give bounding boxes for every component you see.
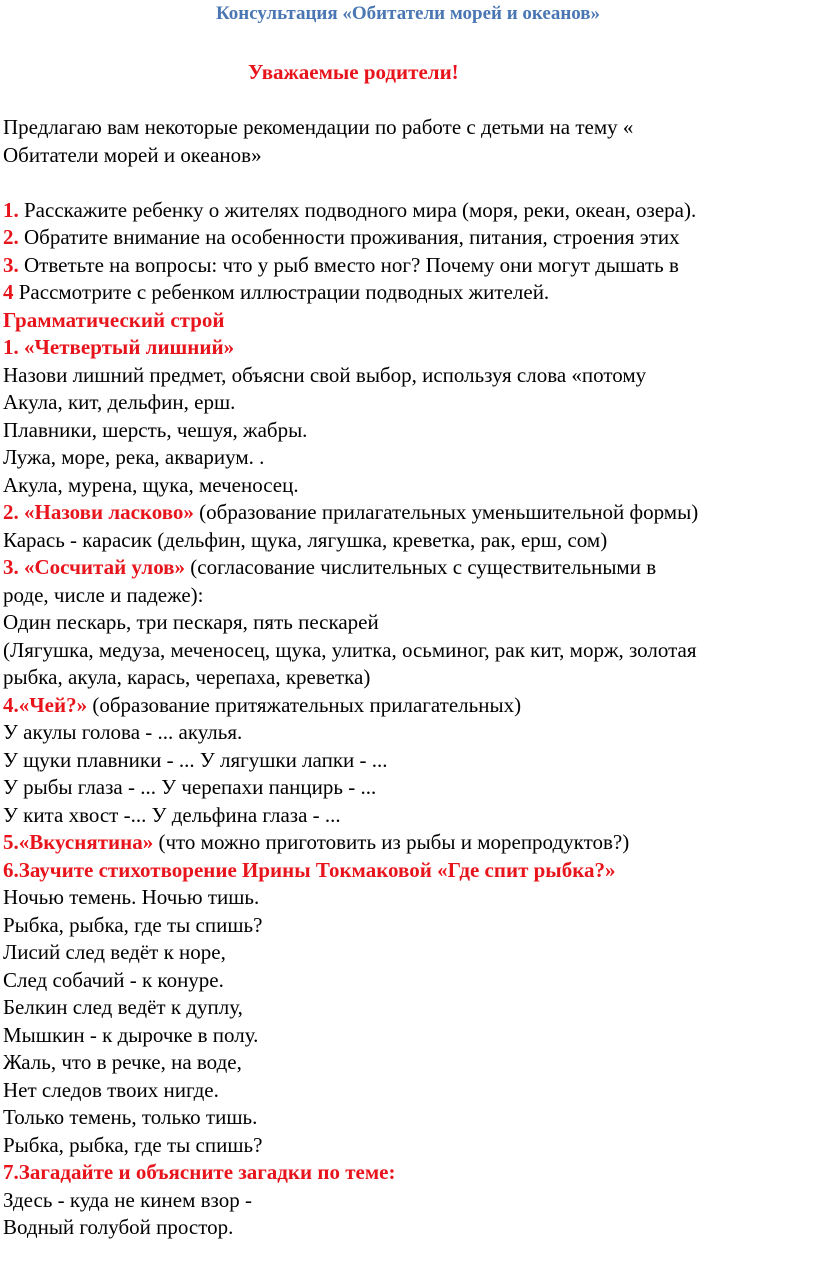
poem-line: Белкин след ведёт к дуплу, [3, 995, 243, 1019]
recommendation-number: 3. [3, 252, 19, 277]
exercise-heading: 3. «Сосчитай улов» [3, 555, 186, 579]
poem-line: Мышкин - к дырочке в полу. [3, 1022, 259, 1047]
exercise-note: (что можно приготовить из рыбы и морепродуктов?) [153, 830, 630, 854]
exercise-line: роде, числе и падеже): [3, 582, 204, 607]
exercise-line: Лужа, море, река, аквариум. . [3, 445, 265, 469]
poem-line: Нет следов твоих нигде. [3, 1077, 219, 1102]
exercise-heading: 1. «Четвертый лишний» [3, 335, 235, 359]
document-body [3, 114, 815, 1242]
exercise-heading-line [3, 554, 815, 582]
grammar-heading: Грамматический строй [3, 307, 225, 332]
exercise-line: У кита хвост -... У дельфина глаза - ... [3, 802, 341, 827]
recommendation-text: Рассмотрите с ребенком иллюстрации подводных жителей. [13, 280, 550, 304]
exercise-line: Акула, кит, дельфин, ерш. [3, 390, 236, 414]
exercise-line: У рыбы глаза - ... У черепахи панцирь - ... [3, 775, 377, 799]
exercise-heading-line [3, 692, 815, 720]
poem-line: Жаль, что в речке, на воде, [3, 1050, 242, 1074]
recommendation-item [3, 252, 815, 280]
intro-line: Предлагаю вам некоторые рекомендации по работе с детьми на тему « [3, 115, 634, 139]
greeting: Уважаемые родители! [248, 60, 459, 84]
exercise-line: (Лягушка, медуза, меченосец, щука, улитка, осьминог, рак кит, морж, золотая [3, 637, 697, 662]
exercise-line: Назови лишний предмет, объясни свой выбор, используя слова «потому [3, 362, 647, 387]
exercise-heading: 5.«Вкуснятина» [3, 830, 154, 854]
exercise-heading: 7.Загадайте и объясните загадки по теме: [3, 1160, 396, 1184]
exercise-heading-line [3, 829, 815, 857]
exercise-heading-line [3, 499, 815, 527]
recommendation-text: Обратите внимание на особенности проживания, питания, строения этих [18, 225, 680, 249]
poem-line: След собачий - к конуре. [3, 967, 224, 992]
recommendation-number: 2. [3, 225, 19, 249]
recommendation-number: 4 [3, 280, 14, 304]
exercise-line: рыбка, акула, карась, черепаха, креветка) [3, 665, 371, 689]
poem-line: Лисий след ведёт к норе, [3, 940, 226, 964]
riddle-line: Здесь - куда не кинем взор - [3, 1187, 252, 1212]
recommendation-item [3, 197, 815, 225]
riddle-line: Водный голубой простор. [3, 1215, 234, 1239]
recommendation-text: Ответьте на вопросы: что у рыб вместо ног? Почему они могут дышать в [18, 252, 679, 277]
document-title: Консультация «Обитатели морей и океанов» [215, 3, 601, 24]
poem-line: Только темень, только тишь. [3, 1105, 258, 1129]
exercise-line: Акула, мурена, щука, меченосец. [3, 472, 299, 497]
exercise-note: (образование прилагательных уменьшительной формы) [193, 500, 699, 524]
exercise-heading: 6.Заучите стихотворение Ирины Токмаковой «Где спит рыбка?» [3, 857, 616, 882]
recommendation-text: Расскажите ребенку о жителях подводного мира (моря, реки, океан, озера). [18, 197, 697, 222]
poem-line: Рыбка, рыбка, где ты спишь? [3, 912, 263, 937]
exercise-heading: 2. «Назови ласково» [3, 500, 194, 524]
exercise-line: У щуки плавники - ... У лягушки лапки - ... [3, 747, 388, 772]
exercise-line: Карась - карасик (дельфин, щука, лягушка, креветка, рак, ерш, сом) [3, 527, 608, 552]
exercise-line: У акулы голова - ... акулья. [3, 720, 243, 744]
blank-line [3, 169, 815, 197]
intro-line: Обитатели морей и океанов» [3, 142, 262, 167]
exercise-line: Один пескарь, три пескаря, пять пескарей [3, 610, 379, 634]
exercise-line: Плавники, шерсть, чешуя, жабры. [3, 417, 308, 442]
exercise-note: (образование притяжательных прилагательных) [87, 692, 522, 717]
exercise-heading: 4.«Чей?» [3, 692, 88, 717]
recommendation-item [3, 279, 815, 307]
recommendation-item [3, 224, 815, 252]
poem-line: Ночью темень. Ночью тишь. [3, 885, 260, 909]
poem-line: Рыбка, рыбка, где ты спишь? [3, 1132, 263, 1157]
recommendation-number: 1. [3, 197, 19, 222]
exercise-note: (согласование числительных с существительными в [185, 555, 657, 579]
